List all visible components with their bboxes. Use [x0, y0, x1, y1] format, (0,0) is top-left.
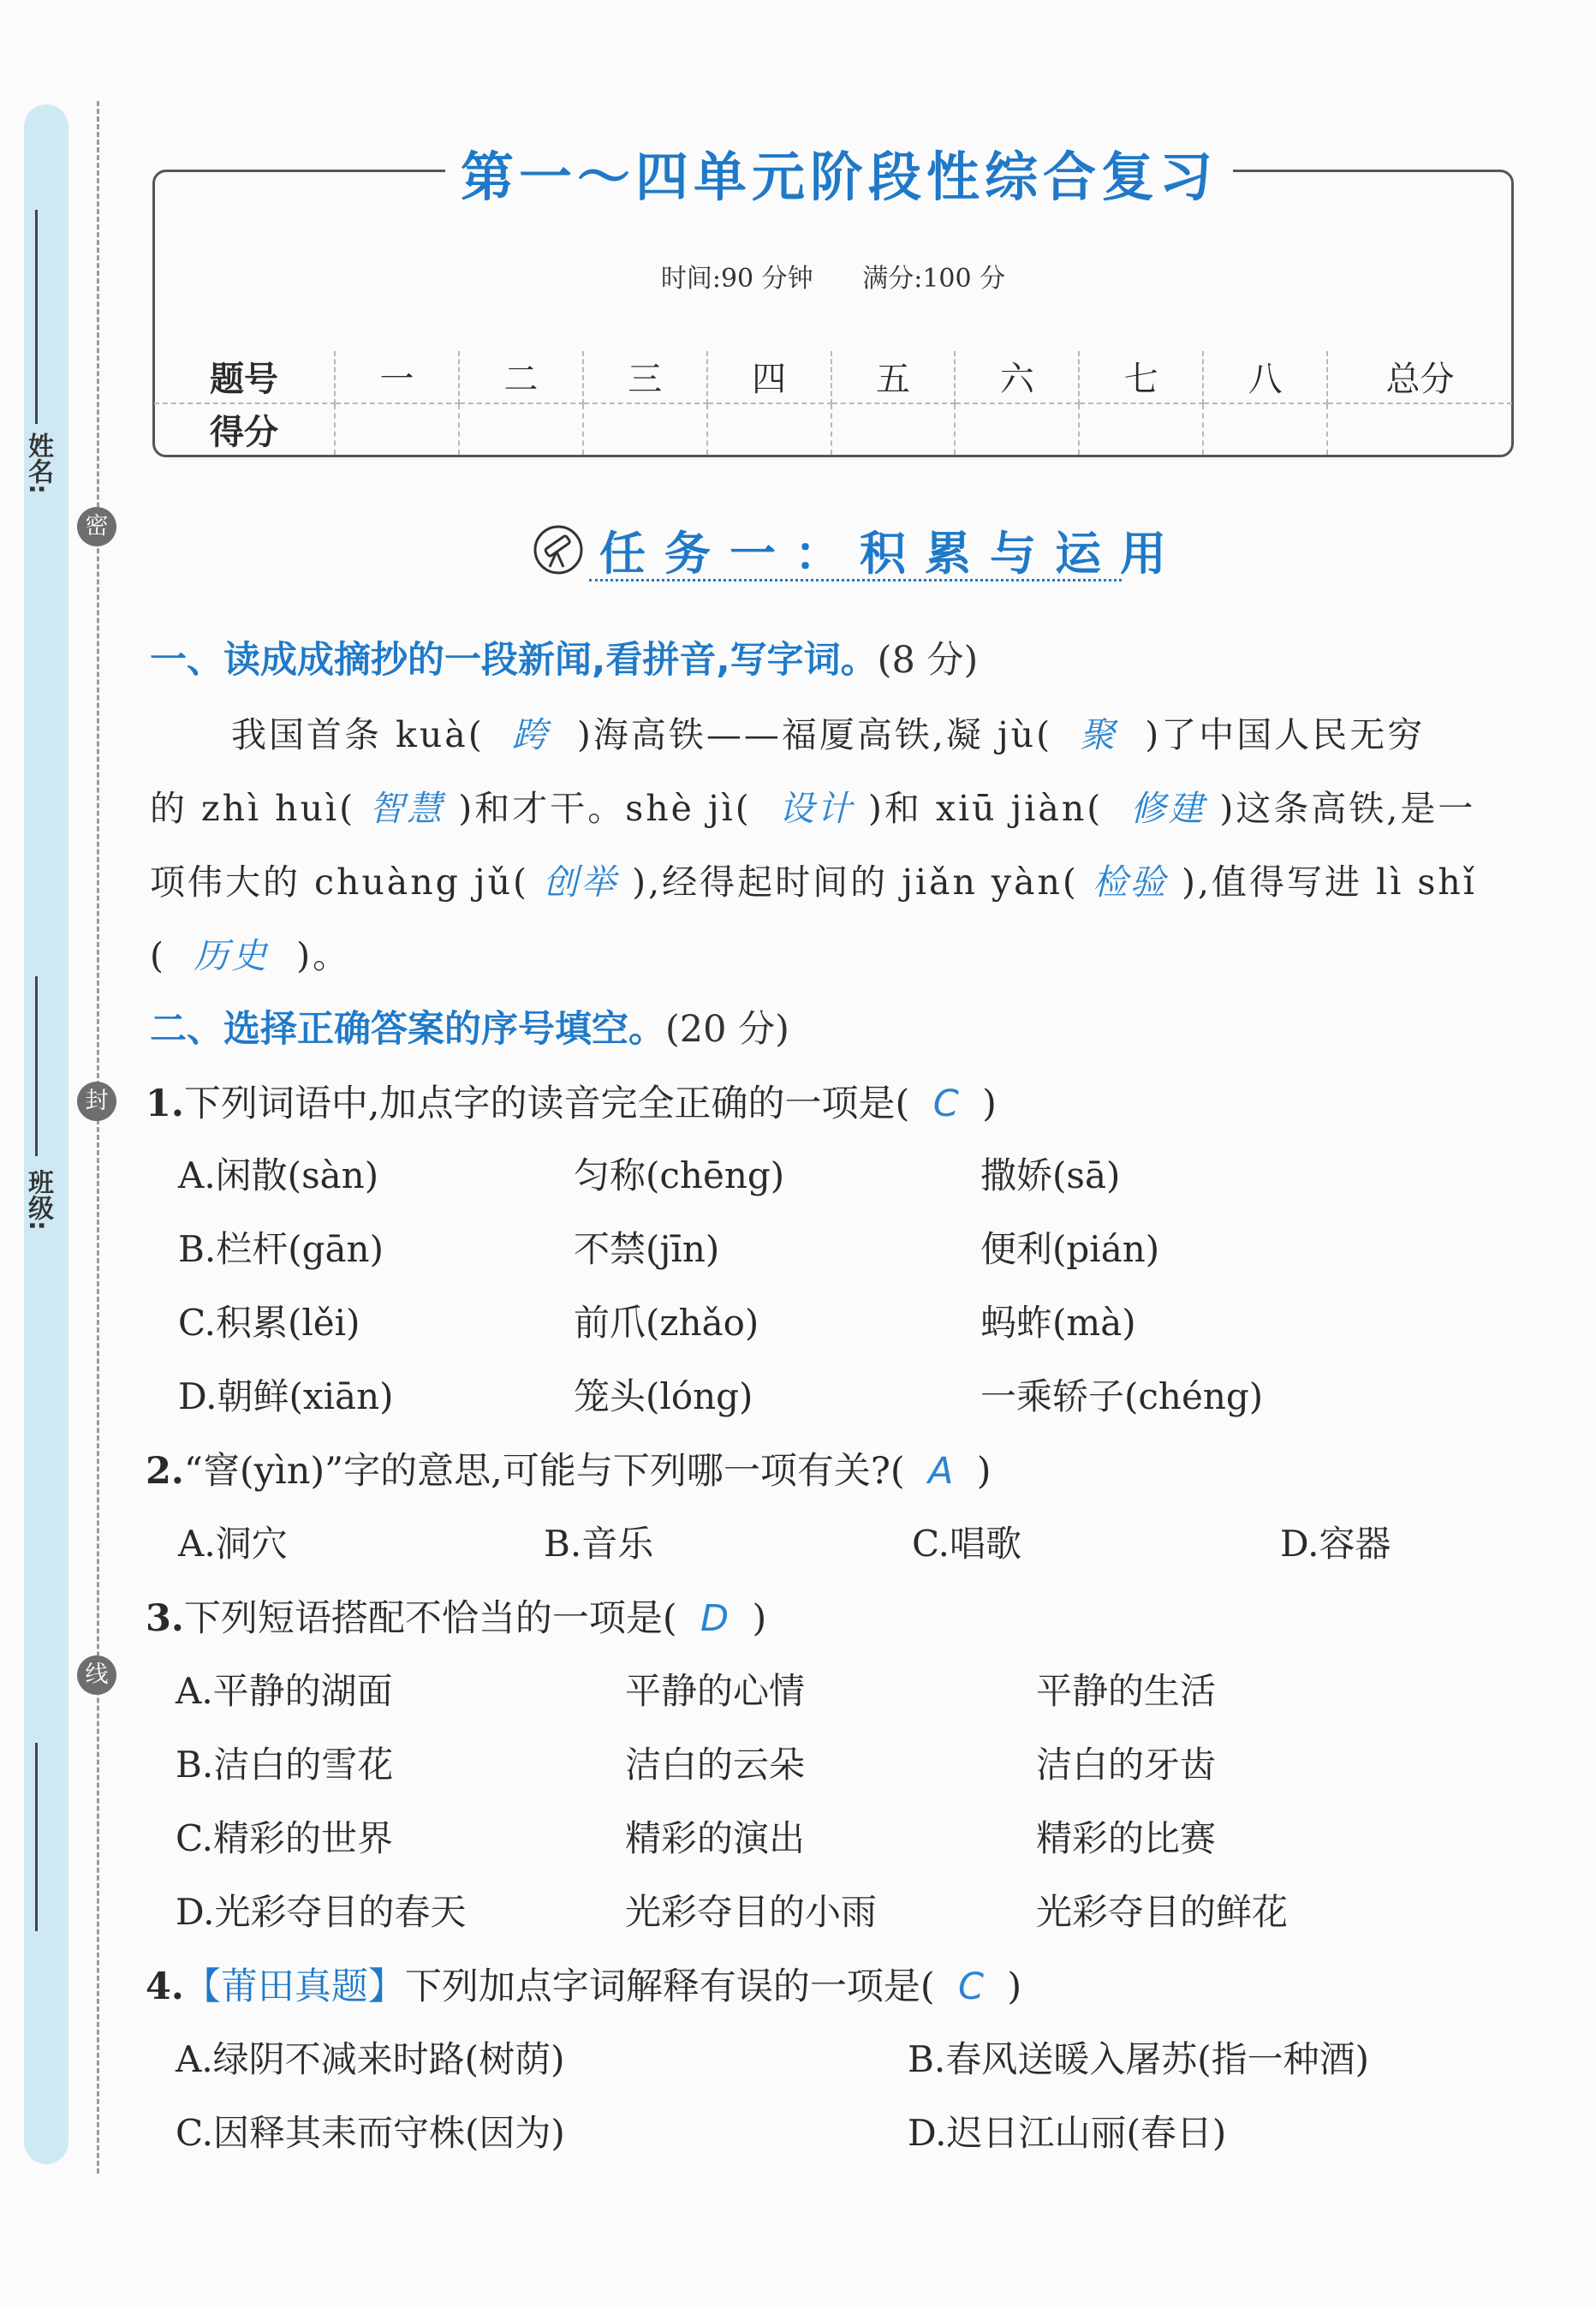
col-5: 五 — [831, 351, 956, 403]
q4-option-b[interactable]: B.春风送暖入屠苏(指一种酒) — [908, 2038, 1369, 2080]
q3-option-d1[interactable]: D.光彩夺目的春天 — [176, 1891, 467, 1933]
col-7: 七 — [1079, 351, 1203, 403]
q1-option-b3[interactable]: 便利(pián) — [980, 1228, 1160, 1270]
score-cell[interactable] — [707, 403, 831, 456]
col-1: 一 — [335, 351, 459, 403]
text: ),经得起时间的 jiǎn yàn( — [632, 862, 1079, 903]
score-table — [154, 351, 1512, 455]
score-table-header: 题号 — [154, 351, 335, 403]
s1-line-2 — [150, 780, 1475, 831]
q1-option-d1[interactable]: D.朝鲜(xiān) — [178, 1375, 394, 1417]
score-cell[interactable] — [459, 403, 583, 456]
q-text: 下列加点字词解释有误的一项是( — [404, 1965, 935, 2008]
cut-line — [97, 101, 99, 2174]
score-cell[interactable] — [1327, 403, 1512, 456]
answer-2[interactable]: 聚 — [1080, 714, 1118, 755]
name-blank-line — [35, 210, 38, 424]
q1-option-a3[interactable]: 撒娇(sā) — [980, 1154, 1121, 1196]
task-title: 任务一：积累与运用 — [599, 527, 1185, 581]
time-limit: 时间:90 分钟 — [660, 264, 813, 294]
col-3: 三 — [583, 351, 707, 403]
q1-option-d3[interactable]: 一乘轿子(chéng) — [980, 1375, 1264, 1417]
section-2-heading — [150, 1000, 789, 1053]
score-cell[interactable] — [1079, 403, 1203, 456]
id-blank-line — [35, 1743, 38, 1931]
q-text: “窨(yìn)”字的意思,可能与下列哪一项有关?( — [183, 1450, 905, 1493]
q2-option-b[interactable]: B.音乐 — [544, 1523, 654, 1565]
q1-option-a2[interactable]: 匀称(chēng) — [574, 1154, 785, 1196]
seal-feng: 封 — [77, 1082, 116, 1121]
telescope-icon — [533, 524, 584, 576]
text: )和 xiū jiàn( — [867, 788, 1104, 829]
q3-option-b3[interactable]: 洁白的牙齿 — [1036, 1744, 1217, 1786]
score-cell[interactable] — [955, 403, 1079, 456]
q-num: 1. — [146, 1082, 184, 1125]
answer-3[interactable]: 智慧 — [369, 788, 445, 829]
seal-mi: 密 — [77, 507, 116, 546]
q3-option-c3[interactable]: 精彩的比赛 — [1036, 1817, 1217, 1859]
section-1-heading — [150, 631, 978, 683]
source-tag: 【莆田真题】 — [183, 1965, 405, 2008]
q-close: ) — [976, 1450, 992, 1493]
q-text: 下列短语搭配不恰当的一项是( — [183, 1597, 677, 1640]
class-blank-line — [35, 976, 38, 1156]
answer-6[interactable]: 创举 — [543, 862, 619, 903]
score-row-label: 得分 — [154, 403, 335, 456]
q-num: 3. — [146, 1597, 184, 1640]
q1-option-c3[interactable]: 蚂蚱(mà) — [980, 1302, 1136, 1344]
q-num: 2. — [146, 1450, 184, 1493]
class-label: 班级: — [23, 1169, 53, 1231]
answer-7[interactable]: 检验 — [1092, 862, 1168, 903]
q-close: ) — [1007, 1965, 1022, 2008]
q-text: 下列词语中,加点字的读音完全正确的一项是( — [183, 1082, 910, 1125]
q4-answer[interactable]: C — [958, 1965, 985, 2008]
q-num: 4. — [146, 1965, 184, 2008]
question-1 — [146, 1075, 997, 1127]
answer-5[interactable]: 修建 — [1130, 788, 1206, 829]
task-underline — [589, 579, 1122, 581]
score-cell[interactable] — [583, 403, 707, 456]
q3-option-d2[interactable]: 光彩夺目的小雨 — [625, 1891, 878, 1933]
score-cell[interactable] — [1203, 403, 1327, 456]
question-3 — [146, 1589, 766, 1642]
s1-line-1 — [231, 707, 1425, 757]
q4-option-c[interactable]: C.因释其耒而守株(因为) — [176, 2112, 565, 2154]
section-1-title: 一、读成成摘抄的一段新闻,看拼音,写字词。 — [150, 639, 878, 682]
section-2-title: 二、选择正确答案的序号填空。 — [150, 1008, 665, 1051]
q1-option-b2[interactable]: 不禁(jīn) — [574, 1228, 720, 1270]
text: 的 zhì huì( — [150, 788, 356, 829]
q1-answer[interactable]: C — [932, 1082, 959, 1125]
q2-option-d[interactable]: D.容器 — [1280, 1523, 1391, 1565]
text: ( — [150, 935, 166, 976]
q2-option-c[interactable]: C.唱歌 — [912, 1523, 1021, 1565]
answer-8[interactable]: 历史 — [194, 935, 270, 976]
text: )这条高铁,是一 — [1219, 788, 1476, 829]
col-6: 六 — [955, 351, 1079, 403]
exam-info — [152, 257, 1514, 295]
q-close: ) — [982, 1082, 997, 1125]
text: )了中国人民无穷 — [1145, 714, 1426, 755]
s1-line-3 — [150, 854, 1477, 904]
full-score: 满分:100 分 — [862, 264, 1006, 294]
col-8: 八 — [1203, 351, 1327, 403]
text: ),值得写进 lì shǐ — [1182, 862, 1477, 903]
question-4 — [146, 1958, 1021, 2010]
q1-option-c2[interactable]: 前爪(zhǎo) — [574, 1302, 759, 1344]
text: )。 — [296, 935, 351, 976]
col-4: 四 — [707, 351, 831, 403]
q3-option-b1[interactable]: B.洁白的雪花 — [176, 1744, 394, 1786]
q-close: ) — [752, 1597, 767, 1640]
text: 项伟大的 chuàng jǔ( — [150, 862, 530, 903]
q1-option-b1[interactable]: B.栏杆(gān) — [178, 1228, 384, 1270]
answer-1[interactable]: 跨 — [511, 714, 550, 755]
score-cell[interactable] — [335, 403, 459, 456]
section-2-score: (20 分) — [665, 1008, 789, 1051]
q3-option-d3[interactable]: 光彩夺目的鲜花 — [1036, 1891, 1289, 1933]
q3-option-a3[interactable]: 平静的生活 — [1036, 1670, 1217, 1712]
q2-option-a[interactable]: A.洞穴 — [178, 1523, 288, 1565]
page-title: 第一～四单元阶段性综合复习 — [445, 139, 1233, 216]
q4-option-a[interactable]: A.绿阴不减来时路(树荫) — [176, 2038, 565, 2080]
q3-option-b2[interactable]: 洁白的云朵 — [625, 1744, 806, 1786]
section-1-score: (8 分) — [877, 639, 979, 682]
question-2 — [146, 1442, 992, 1494]
q1-option-c1[interactable]: C.积累(lěi) — [178, 1302, 360, 1344]
text: 我国首条 kuà( — [231, 714, 485, 755]
q1-option-a1[interactable]: A.闲散(sàn) — [178, 1154, 379, 1196]
s1-line-4 — [150, 927, 350, 978]
q3-option-a1[interactable]: A.平静的湖面 — [176, 1670, 393, 1712]
q2-answer[interactable]: A — [928, 1450, 954, 1493]
text: )海高铁——福厦高铁,凝 jù( — [576, 714, 1053, 755]
margin-strip — [24, 104, 68, 2164]
q3-answer[interactable]: D — [700, 1597, 730, 1640]
score-cell[interactable] — [831, 403, 956, 456]
text: )和才干。shè jì( — [458, 788, 752, 829]
q3-option-c2[interactable]: 精彩的演出 — [625, 1817, 806, 1859]
col-2: 二 — [459, 351, 583, 403]
q3-option-c1[interactable]: C.精彩的世界 — [176, 1817, 393, 1859]
col-total: 总分 — [1327, 351, 1512, 403]
name-label: 姓名: — [23, 432, 53, 494]
q4-option-d[interactable]: D.迟日江山丽(春日) — [908, 2112, 1227, 2154]
answer-4[interactable]: 设计 — [778, 788, 855, 829]
q1-option-d2[interactable]: 笼头(lóng) — [574, 1375, 753, 1417]
seal-xian: 线 — [77, 1655, 116, 1695]
q3-option-a2[interactable]: 平静的心情 — [625, 1670, 806, 1712]
